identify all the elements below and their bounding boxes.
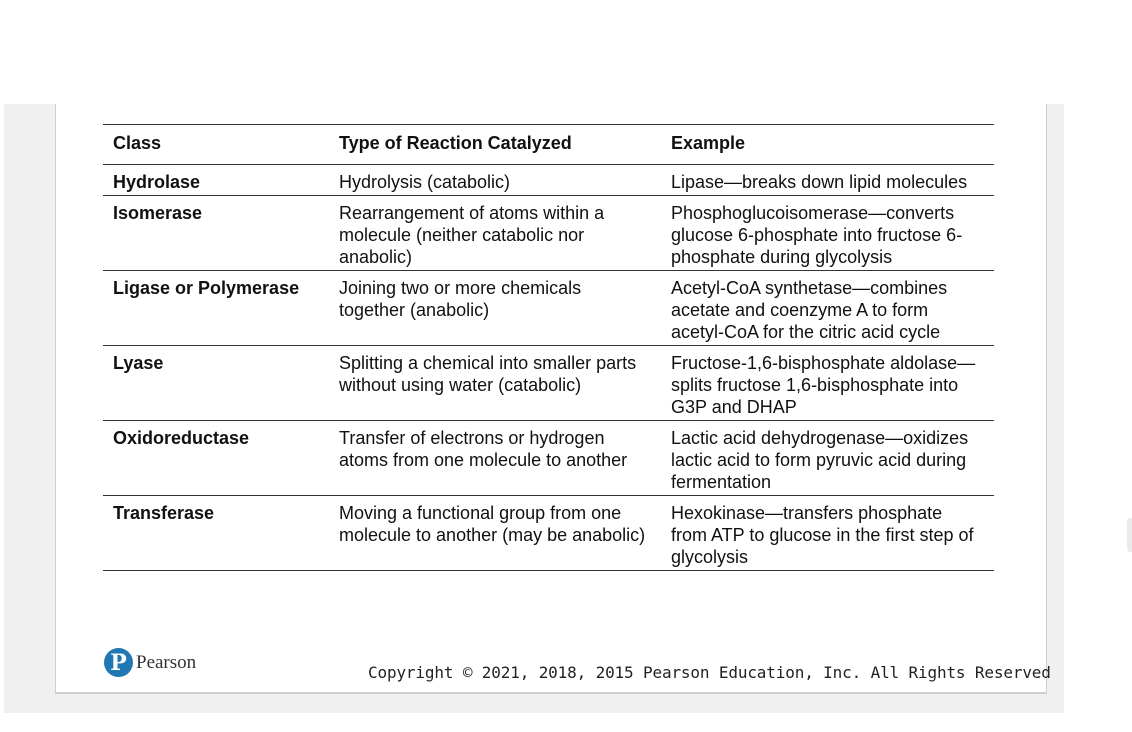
cell-reaction-type: Splitting a chemical into smaller parts without using water (catabolic) bbox=[329, 346, 661, 421]
cell-example: Acetyl-CoA synthetase—combines acetate and coenzyme A to form acetyl-CoA for the citric acid cycle bbox=[661, 271, 994, 346]
cell-reaction-type: Transfer of electrons or hydrogen atoms from one molecule to another bbox=[329, 421, 661, 496]
cell-class: Lyase bbox=[103, 346, 329, 421]
header-reaction-type: Type of Reaction Catalyzed bbox=[329, 125, 661, 165]
cell-class: Transferase bbox=[103, 496, 329, 571]
table-header-row bbox=[103, 125, 994, 165]
table-row bbox=[103, 165, 994, 196]
pearson-p-icon: P bbox=[104, 648, 133, 677]
cell-class: Ligase or Polymerase bbox=[103, 271, 329, 346]
cell-class: Oxidoreductase bbox=[103, 421, 329, 496]
cell-example: Lactic acid dehydrogenase—oxidizes lactic acid to form pyruvic acid during fermentation bbox=[661, 421, 994, 496]
cell-example: Fructose-1,6-bisphosphate aldolase—splits fructose 1,6-bisphosphate into G3P and DHAP bbox=[661, 346, 994, 421]
cell-example: Lipase—breaks down lipid molecules bbox=[661, 165, 994, 196]
slide-figure bbox=[55, 104, 1051, 694]
cell-reaction-type: Hydrolysis (catabolic) bbox=[329, 165, 661, 196]
pearson-logo bbox=[104, 648, 196, 677]
copyright-notice: Copyright © 2021, 2018, 2015 Pearson Education, Inc. All Rights Reserved bbox=[368, 663, 1051, 682]
cell-reaction-type: Joining two or more chemicals together (anabolic) bbox=[329, 271, 661, 346]
scrollbar-handle[interactable] bbox=[1127, 518, 1132, 552]
cell-reaction-type: Rearrangement of atoms within a molecule (neither catabolic nor anabolic) bbox=[329, 196, 661, 271]
header-example: Example bbox=[661, 125, 994, 165]
table-row bbox=[103, 421, 994, 496]
cell-example: Phosphoglucoisomerase—converts glucose 6-phosphate into fructose 6-phosphate during glycolysis bbox=[661, 196, 994, 271]
table-row bbox=[103, 196, 994, 271]
header-class: Class bbox=[103, 125, 329, 165]
table-row bbox=[103, 271, 994, 346]
cell-example: Hexokinase—transfers phosphate from ATP to glucose in the first step of glycolysis bbox=[661, 496, 994, 571]
table-row bbox=[103, 346, 994, 421]
cell-class: Hydrolase bbox=[103, 165, 329, 196]
pearson-wordmark: Pearson bbox=[136, 651, 197, 673]
enzyme-classes-table bbox=[103, 124, 994, 571]
cell-reaction-type: Moving a functional group from one molecule to another (may be anabolic) bbox=[329, 496, 661, 571]
table-row bbox=[103, 496, 994, 571]
cell-class: Isomerase bbox=[103, 196, 329, 271]
